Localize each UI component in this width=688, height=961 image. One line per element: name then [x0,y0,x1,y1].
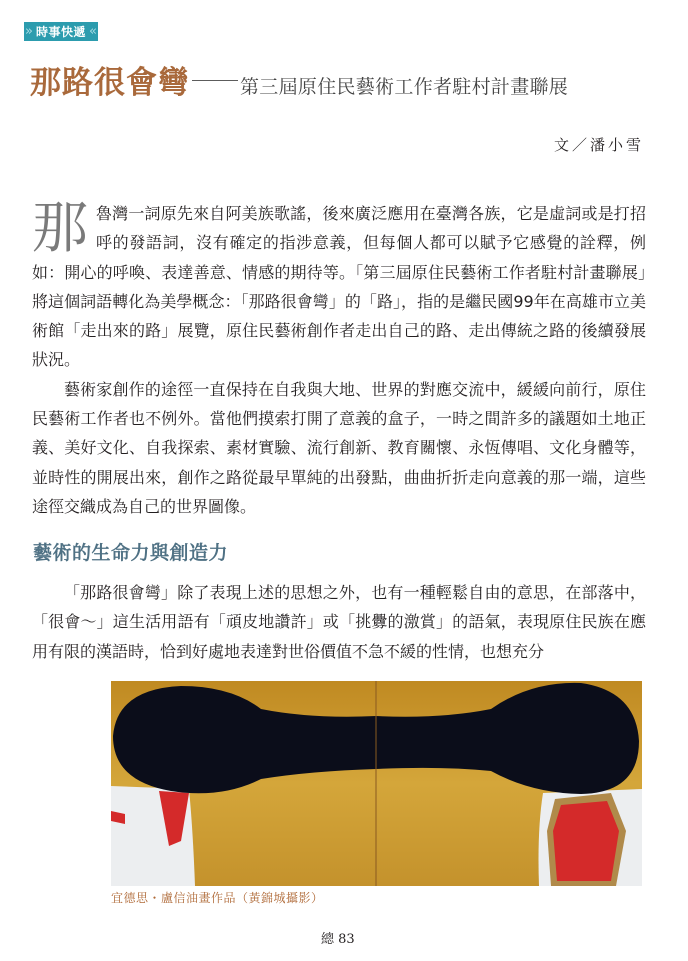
paragraph-1-text: 魯灣一詞原先來自阿美族歌謠，後來廣泛應用在臺灣各族，它是虛詞或是打招呼的發語詞，沒有確定的指涉意義，但每個人都可以賦予它感覺的詮釋，例如：開心的呼喚、表達善意、情感的期待等。「第三屆原住民藝術工作者駐村計畫聯展」將這個詞語轉化為美學概念：「那路很會彎」的「路」，指的是繼民國99年在高雄市立美術館「走出來的路」展覽，原住民藝術創作者走出自己的路、走出傳統之路的後續發展狀況。 [32,204,646,370]
paragraph-1 [32,196,646,375]
article-body [32,196,646,521]
paragraph-2: 藝術家創作的途徑一直保持在自我與大地、世界的對應交流中，緩緩向前行，原住民藝術工作者也不例外。當他們摸索打開了意義的盒子，一時之間許多的議題如土地正義、美好文化、自我探索、素材實驗、流行創新、教育關懷、永恆傳唱、文化身體等，並時性的開展出來，創作之路從最早單純的出發點，曲曲折折走向意義的那一端，這些途徑交織成為自己的世界圖像。 [32,379,646,516]
title-dash [192,80,238,81]
title-subtitle: 第三屆原住民藝術工作者駐村計畫聯展 [240,76,569,98]
dropcap: 那 [32,196,88,261]
painting-illustration [111,681,642,886]
chevron-right-icon: » [25,24,33,39]
figure-caption: 宜德思・盧信油畫作品（黃錦城攝影） [111,891,324,905]
chevron-left-icon: « [89,24,97,39]
byline: 文／潘小雪 [553,136,644,154]
section-heading: 藝術的生命力與創造力 [33,542,229,564]
page-number: 總 83 [321,932,355,947]
article-body-continued [32,578,646,666]
section-tag-label: 時事快遞 [35,25,86,39]
artwork-image [111,681,642,886]
title-main: 那路很會彎 [30,65,190,101]
section-tag [24,22,98,41]
paragraph-3: 「那路很會彎」除了表現上述的思想之外，也有一種輕鬆自由的意思，在部落中，「很會～」這生活用語有「頑皮地讚許」或「挑釁的激賞」的語氣，表現原住民族在應用有限的漢語時，恰到好處地表達對世俗價值不急不緩的性情，也想充分 [32,583,646,661]
article-title [30,57,568,102]
